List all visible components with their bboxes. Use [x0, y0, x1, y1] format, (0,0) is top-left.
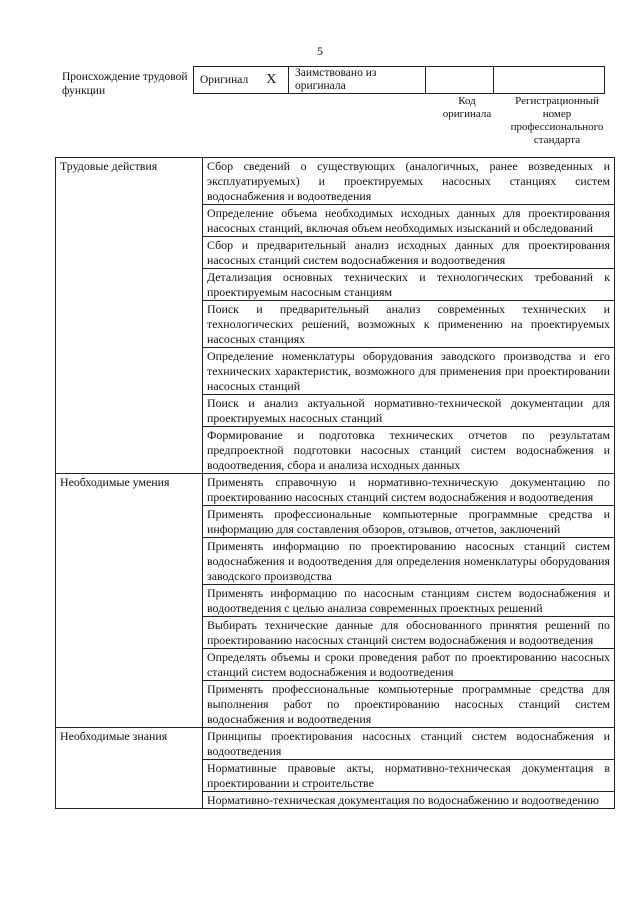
- reg-number-label: Регистрационный номер профессионального стандарта: [510, 95, 604, 146]
- section-item: Формирование и подготовка технических отчетов по результатам предпроектной подготовки насосных станций систем водоснабжения и водоотведения, сбора и анализа исходных данных: [203, 427, 615, 474]
- section-item: Применять профессиональные компьютерные программные средства для выполнения работ по проектированию насосных станций систем водоснабжения и водоотведения: [203, 681, 615, 728]
- section-item: Поиск и анализ актуальной нормативно-технической документации для проектируемых насосных станций: [203, 395, 615, 427]
- section-item: Применять профессиональные компьютерные программные средства и информацию для составления обзоров, отзывов, отчетов, заключений: [203, 506, 615, 538]
- section-label: Необходимые умения: [56, 474, 203, 728]
- section-item: Применять справочную и нормативно-техническую документацию по проектированию насосных станций систем водоснабжения и водоотведения: [203, 474, 615, 506]
- section-item: Применять информацию по насосным станциям систем водоснабжения и водоотведения с целью анализа современных проектных решений: [203, 585, 615, 617]
- section-item: Определение номенклатуры оборудования заводского производства и его технических характеристик, возможного для применения при проектировании насосных станций: [203, 348, 615, 395]
- section-label: Необходимые знания: [56, 728, 203, 809]
- page-number: 5: [317, 44, 323, 58]
- section-item: Принципы проектирования насосных станций систем водоснабжения и водоотведения: [203, 728, 615, 760]
- section-item: Нормативно-техническая документация по водоснабжению и водоотведению: [203, 792, 615, 809]
- section-item: Сбор сведений о существующих (аналогичных, ранее возведенных и эксплуатируемых) и проектируемых насосных станциях систем водоснабжения и водоотведения: [203, 158, 615, 205]
- table-row: [56, 474, 615, 506]
- section-item: Поиск и предварительный анализ современных технических и технологических решений, возможных к применению на проектируемых насосных станциях: [203, 301, 615, 348]
- original-label: Оригинал: [200, 74, 249, 86]
- section-label: Трудовые действия: [56, 158, 203, 474]
- borrowed-cell: Заимствовано из оригинала: [289, 67, 426, 94]
- section-item: Выбирать технические данные для обоснованного принятия решений по проектированию насосных станций систем водоснабжения и водоотведения: [203, 617, 615, 649]
- origin-label: Происхождение трудовой функции: [62, 71, 188, 97]
- section-item: Нормативные правовые акты, нормативно-техническая документация в проектировании и строительстве: [203, 760, 615, 792]
- table-row: [56, 158, 615, 205]
- table-row: [56, 728, 615, 760]
- code-cell: [426, 67, 494, 94]
- code-label: Код оригинала: [442, 95, 492, 120]
- section-item: Применять информацию по проектированию насосных станций систем водоснабжения и водоотведения для определения номенклатуры оборудования заводского производства: [203, 538, 615, 585]
- section-item: Определение объема необходимых исходных данных для проектирования насосных станций, включая объем необходимых изысканий и обследований: [203, 205, 615, 237]
- section-item: Сбор и предварительный анализ исходных данных для проектирования насосных станций систем водоснабжения и водоотведения: [203, 237, 615, 269]
- section-item: Определять объемы и сроки проведения работ по проектированию насосных станций систем водоснабжения и водоотведения: [203, 649, 615, 681]
- reg-number-cell: [494, 67, 605, 94]
- original-cell: [194, 67, 289, 94]
- origin-table: [193, 66, 605, 94]
- section-item: Детализация основных технических и технологических требований к проектируемым насосным станциям: [203, 269, 615, 301]
- functions-table: [55, 157, 615, 809]
- original-mark: X: [266, 72, 277, 87]
